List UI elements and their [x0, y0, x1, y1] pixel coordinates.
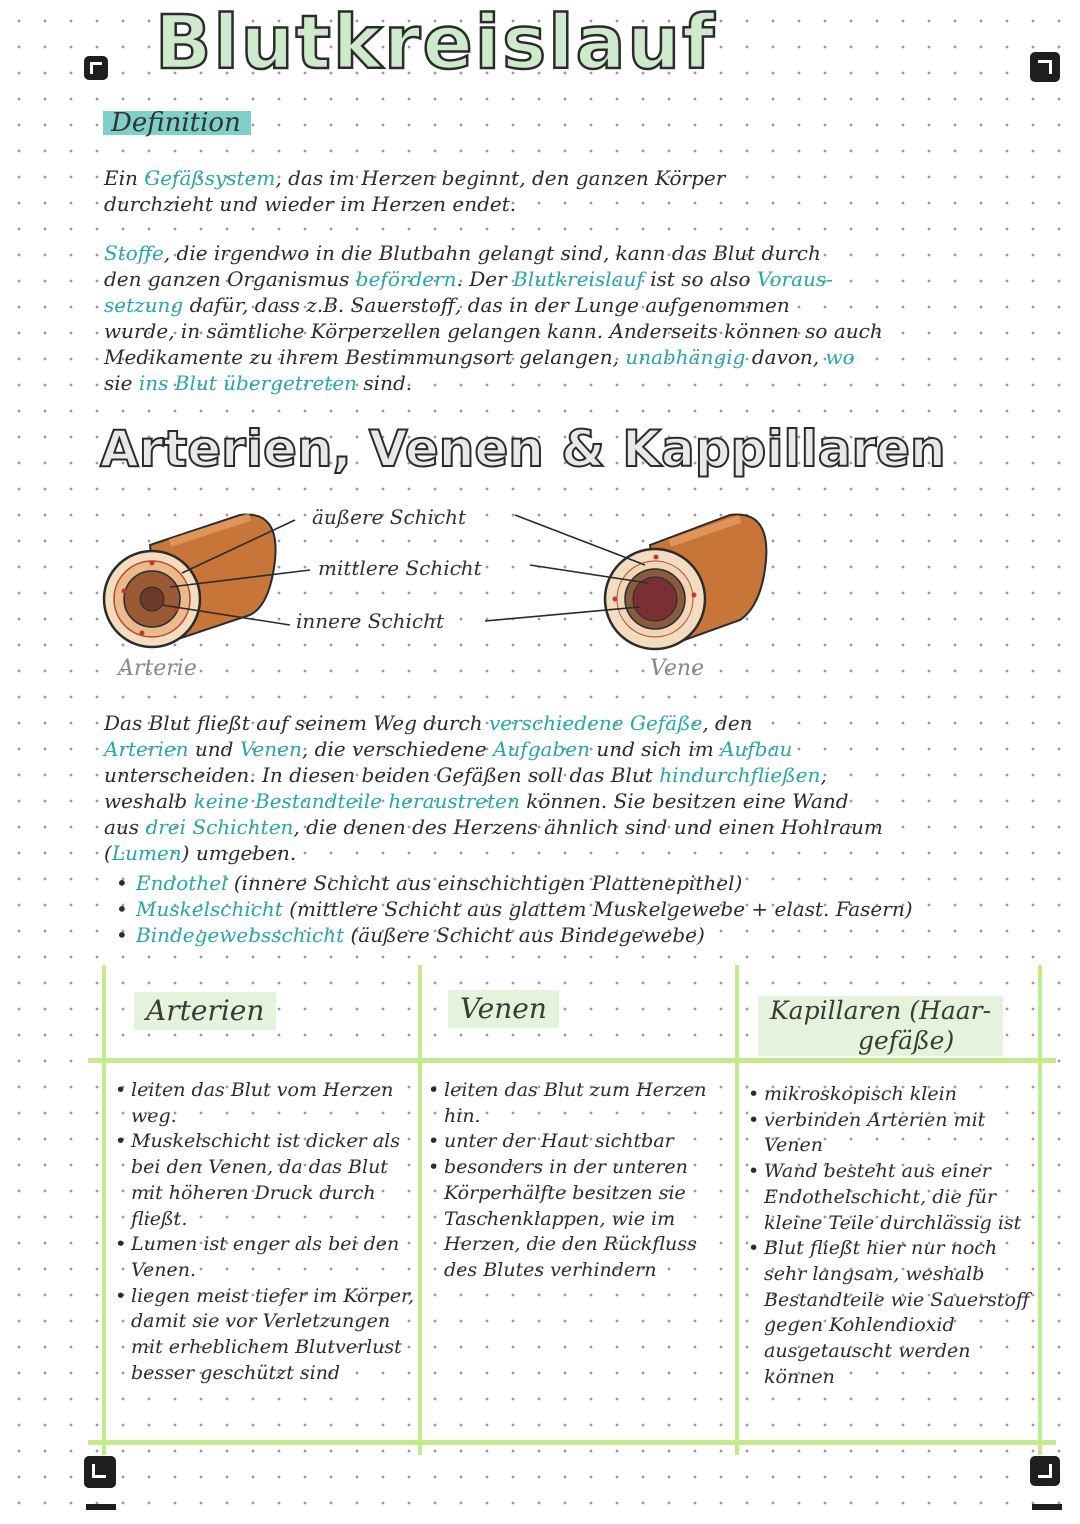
caption-vein: Vene: [650, 656, 705, 681]
header-kapillaren: Kapillaren (Haar- gefäße): [758, 996, 1003, 1056]
table-header-divider: [88, 1058, 1056, 1063]
definition-paragraph: Ein Gefäßsystem, das im Herzen beginnt, den ganzen Körper durchzieht und wieder im Herzen endet.: [104, 166, 726, 216]
venen-list: [428, 1078, 728, 1284]
caption-artery: Arterie: [118, 656, 197, 681]
kapillaren-list: [748, 1082, 1033, 1390]
list-item: • unter der Haut sichtbar: [428, 1129, 728, 1155]
header-venen: Venen: [448, 990, 559, 1028]
list-item: • leiten das Blut zum Herzen hin.: [428, 1078, 728, 1129]
vessels-paragraph: Das Blut fließt auf seinem Weg durch verschiedene Gefäße, den Arterien und Venen, die verschiedene Aufgaben und sich im Aufbau unterscheiden. In diesen beiden Gefäßen soll das Blut hindurchfließen, weshalb keine Bestandteile heraustreten können. Sie besitzen eine Wand aus drei Schichten, die denen des Herzens ähnlich sind und einen Hohlraum (Lumen) umgeben.: [104, 711, 883, 865]
list-item: • Lumen ist enger als bei den Venen.: [115, 1232, 415, 1283]
section-heading: Arterien, Venen & Kappillaren: [100, 420, 946, 478]
artery-drawing: [104, 515, 276, 647]
corner-mark-top-left: [84, 56, 108, 80]
list-item: • Muskelschicht ist dicker als bei den Venen, da das Blut mit höheren Druck durch fließt.: [115, 1129, 415, 1232]
table-line-mid2: [735, 965, 739, 1455]
bullet-muskelschicht: • Muskelschicht (mittlere Schicht aus glattem Muskelgewebe + elast. Fasern): [112, 896, 913, 922]
list-item: • Blut fließt hier nur noch sehr langsam, weshalb Bestandteile wie Sauerstoff gegen Kohlendioxid ausgetauscht werden können: [748, 1236, 1033, 1390]
edge-bar-left: [86, 1504, 116, 1510]
corner-mark-bottom-left: [84, 1456, 116, 1488]
transport-paragraph: Stoffe, die irgendwo in die Blutbahn gelangt sind, kann das Blut durch den ganzen Organismus befördern. Der Blutkreislauf ist so also Voraus- setzung dafür, dass z.B. Sauerstoff, das in der Lunge aufgenommen wurde, in sämtliche Körperzellen gelangen kann. Anderseits können so auch Medikamente zu ihrem Bestimmungsort gelangen, unabhängig davon, wo sie ins Blut übergetreten sind.: [104, 241, 883, 395]
table-line-left: [102, 965, 106, 1455]
arterien-list: [115, 1078, 415, 1386]
table-line-right: [1038, 965, 1042, 1455]
page-title: Blutkreislauf: [155, 0, 717, 86]
label-outer-layer: äußere Schicht: [312, 505, 467, 529]
table-line-mid1: [418, 965, 422, 1455]
list-item: • mikroskopisch klein: [748, 1082, 1033, 1108]
corner-mark-bottom-right: [1030, 1456, 1060, 1486]
list-item: • liegen meist tiefer im Körper, damit sie vor Verletzungen mit erheblichem Blutverlust besser geschützt sind: [115, 1284, 415, 1387]
list-item: • verbinden Arterien mit Venen: [748, 1108, 1033, 1159]
vein-drawing: [605, 515, 766, 649]
label-inner-layer: innere Schicht: [296, 609, 445, 633]
definition-label: Definition: [103, 108, 251, 138]
layer-bullet-list: [112, 870, 913, 948]
edge-bar-right: [1032, 1504, 1062, 1510]
header-arterien: Arterien: [134, 992, 276, 1030]
bullet-endothel: • Endothel (innere Schicht aus einschichtigen Plattenepithel): [112, 870, 913, 896]
table-bottom-line: [88, 1440, 1056, 1445]
list-item: • besonders in der unteren Körperhälfte besitzen sie Taschenklappen, wie im Herzen, die den Rückfluss des Blutes verhindern: [428, 1155, 728, 1284]
label-middle-layer: mittlere Schicht: [318, 556, 482, 580]
list-item: • leiten das Blut vom Herzen weg.: [115, 1078, 415, 1129]
bullet-bindegewebe: • Bindegewebsschicht (äußere Schicht aus Bindegewebe): [112, 922, 913, 948]
list-item: • Wand besteht aus einer Endothelschicht, die für kleine Teile durchlässig ist: [748, 1159, 1033, 1236]
corner-mark-top-right: [1030, 52, 1060, 82]
